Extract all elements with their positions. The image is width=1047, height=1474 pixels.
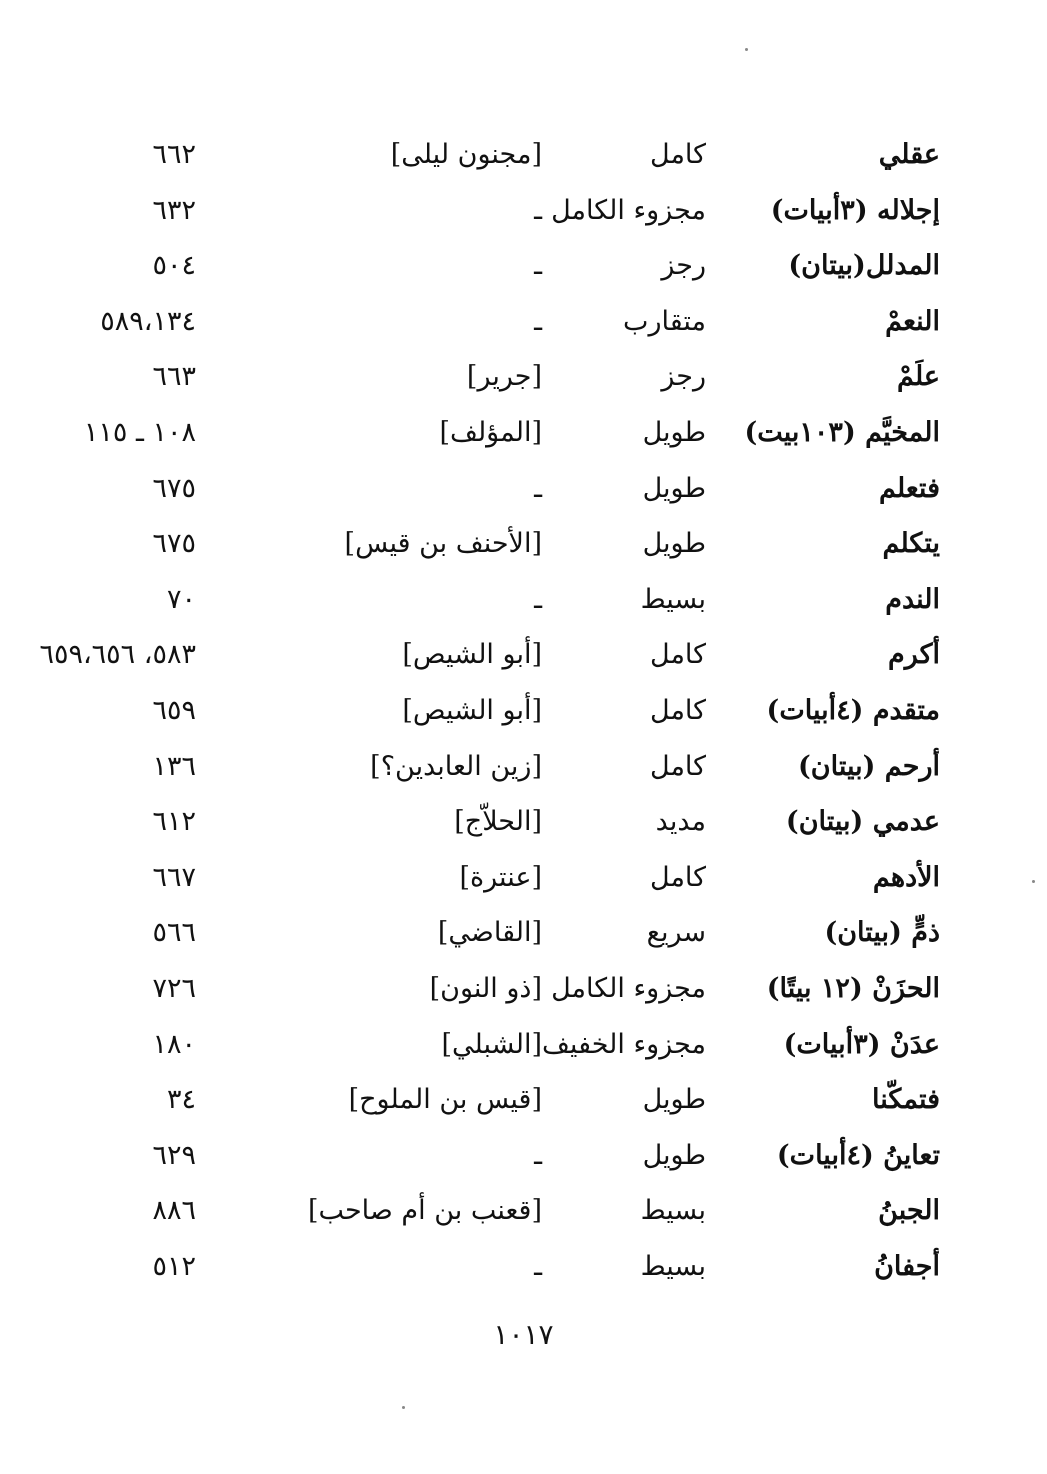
table-row — [130, 1128, 950, 1184]
verse-meter: كامل — [650, 694, 706, 726]
page-references: ٦٦٣ — [152, 361, 196, 393]
verse-meter: طويل — [642, 528, 706, 560]
scan-speck — [745, 48, 748, 51]
verse-poet: ـ — [534, 250, 542, 282]
page-references: ٧٠ — [166, 583, 196, 615]
page-number: ١٠١٧ — [493, 1318, 554, 1351]
page-references: ٥٨٣، ٦٥٩،٦٥٦ — [39, 639, 196, 671]
verse-meter: كامل — [650, 861, 706, 893]
page-references: ١٣٦ — [152, 750, 196, 782]
page-references: ١٨٠ — [152, 1028, 196, 1060]
table-row — [130, 349, 950, 405]
table-row — [130, 850, 950, 906]
table-row — [130, 1017, 950, 1073]
verse-poet: [ذو النون] — [429, 972, 542, 1004]
verse-rhyme: فتعلم — [879, 472, 940, 504]
verse-meter: مجزوء الخفيف — [541, 1028, 706, 1060]
verse-meter: متقارب — [623, 305, 706, 337]
table-row — [130, 516, 950, 572]
verse-rhyme: عقلي — [878, 139, 940, 170]
verse-meter: رجز — [661, 361, 706, 393]
verse-poet: [المؤلف] — [439, 416, 542, 448]
verse-poet: [الأحنف بن قيس] — [344, 528, 542, 560]
page-references: ٧٢٦ — [152, 972, 196, 1004]
page-references: ٥٨٩،١٣٤ — [100, 305, 196, 337]
verse-meter: سريع — [646, 917, 706, 949]
verse-poet: [عنترة] — [459, 861, 542, 893]
verse-poet: [الحلاّج] — [454, 806, 542, 838]
table-row — [130, 127, 950, 183]
page-references: ٥٠٤ — [152, 250, 196, 282]
table-row — [130, 238, 950, 294]
verse-poet: [قعنب بن أم صاحب] — [307, 1195, 542, 1227]
table-row — [39, 627, 950, 683]
verse-meter: طويل — [642, 1084, 706, 1116]
table-row — [130, 461, 950, 517]
verse-meter: مجزوء الكامل — [551, 972, 706, 1004]
table-row — [83, 405, 950, 461]
verse-meter: كامل — [650, 139, 706, 170]
scan-speck — [402, 1406, 405, 1409]
table-row — [130, 739, 950, 795]
verse-rhyme: عدَنْ (٣أبيات) — [783, 1028, 940, 1060]
verse-rhyme: ذمٍّ (بيتان) — [824, 917, 940, 949]
verse-rhyme: عدمي (بيتان) — [785, 806, 940, 838]
verse-meter: بسيط — [640, 1250, 706, 1282]
verse-poet: [أبو الشيص] — [402, 639, 542, 671]
table-row — [130, 1239, 950, 1295]
verse-meter: طويل — [642, 1139, 706, 1171]
verse-poet: [أبو الشيص] — [402, 694, 542, 726]
verse-rhyme: متقدم (٤أبيات) — [766, 694, 940, 726]
verse-meter: رجز — [661, 250, 706, 282]
verse-meter: مديد — [655, 806, 706, 838]
verse-rhyme: المدلل(بيتان) — [788, 250, 940, 282]
page-references: ٦٥٩ — [152, 694, 196, 726]
verse-rhyme: علَمْ — [896, 361, 940, 393]
scan-speck — [1032, 880, 1035, 883]
verse-poet: [القاضي] — [437, 917, 542, 949]
verse-meter: بسيط — [640, 1195, 706, 1227]
verse-meter: كامل — [650, 750, 706, 782]
table-row — [130, 1183, 950, 1239]
page-references: ٦٦٢ — [152, 139, 196, 170]
table-row — [130, 183, 950, 239]
verse-poet: ـ — [534, 583, 542, 615]
page-references: ٦٢٩ — [152, 1139, 196, 1171]
table-row — [130, 1072, 950, 1128]
verse-poet: ـ — [534, 1139, 542, 1171]
verse-meter: طويل — [642, 472, 706, 504]
verse-poet: [جرير] — [466, 361, 542, 393]
verse-rhyme: المخيَّم (١٠٣بيت) — [744, 416, 940, 448]
verse-poet: ـ — [534, 1250, 542, 1282]
verse-rhyme: النعمْ — [885, 305, 940, 337]
page-references: ٦٧٥ — [152, 472, 196, 504]
table-row — [100, 294, 950, 350]
verse-rhyme: الجبنُ — [878, 1195, 940, 1227]
rhyme-index-table — [39, 127, 950, 1294]
table-row — [130, 961, 950, 1017]
page-references: ٦١٢ — [152, 806, 196, 838]
verse-poet: [زين العابدين؟] — [370, 750, 542, 782]
table-row — [130, 794, 950, 850]
page-references: ٨٨٦ — [152, 1195, 196, 1227]
verse-meter: بسيط — [640, 583, 706, 615]
verse-meter: مجزوء الكامل — [551, 194, 706, 226]
verse-rhyme: الأدهم — [872, 861, 940, 893]
verse-poet: [الشبلي] — [441, 1028, 542, 1060]
verse-rhyme: أرحم (بيتان) — [797, 750, 940, 782]
verse-poet: ـ — [534, 472, 542, 504]
page-references: ٦٦٧ — [152, 861, 196, 893]
table-row — [130, 683, 950, 739]
page-references: ٦٧٥ — [152, 528, 196, 560]
verse-rhyme: الندم — [885, 583, 940, 615]
verse-poet: ـ — [534, 305, 542, 337]
verse-meter: كامل — [650, 639, 706, 671]
verse-rhyme: يتكلم — [882, 528, 940, 560]
verse-rhyme: تعاينُ (٤أبيات) — [776, 1139, 940, 1171]
verse-rhyme: فتمكّنا — [872, 1084, 940, 1116]
verse-rhyme: أجفانُ — [874, 1250, 940, 1282]
page-references: ٥١٢ — [152, 1250, 196, 1282]
page-references: ٥٦٦ — [152, 917, 196, 949]
table-row — [130, 905, 950, 961]
page-references: ٣٤ — [166, 1084, 196, 1116]
verse-rhyme: إجلاله (٣أبيات) — [770, 194, 940, 226]
verse-meter: طويل — [642, 416, 706, 448]
page-references: ١٠٨ ـ ١١٥ — [83, 416, 196, 448]
page-references: ٦٣٢ — [152, 194, 196, 226]
table-row — [130, 572, 950, 628]
verse-poet: ـ — [534, 194, 542, 226]
verse-poet: [قيس بن الملوح] — [348, 1084, 542, 1116]
verse-rhyme: الحزَنْ (١٢ بيتًا) — [766, 972, 940, 1004]
verse-poet: [مجنون ليلى] — [390, 139, 542, 170]
verse-rhyme: أكرم — [888, 639, 940, 671]
